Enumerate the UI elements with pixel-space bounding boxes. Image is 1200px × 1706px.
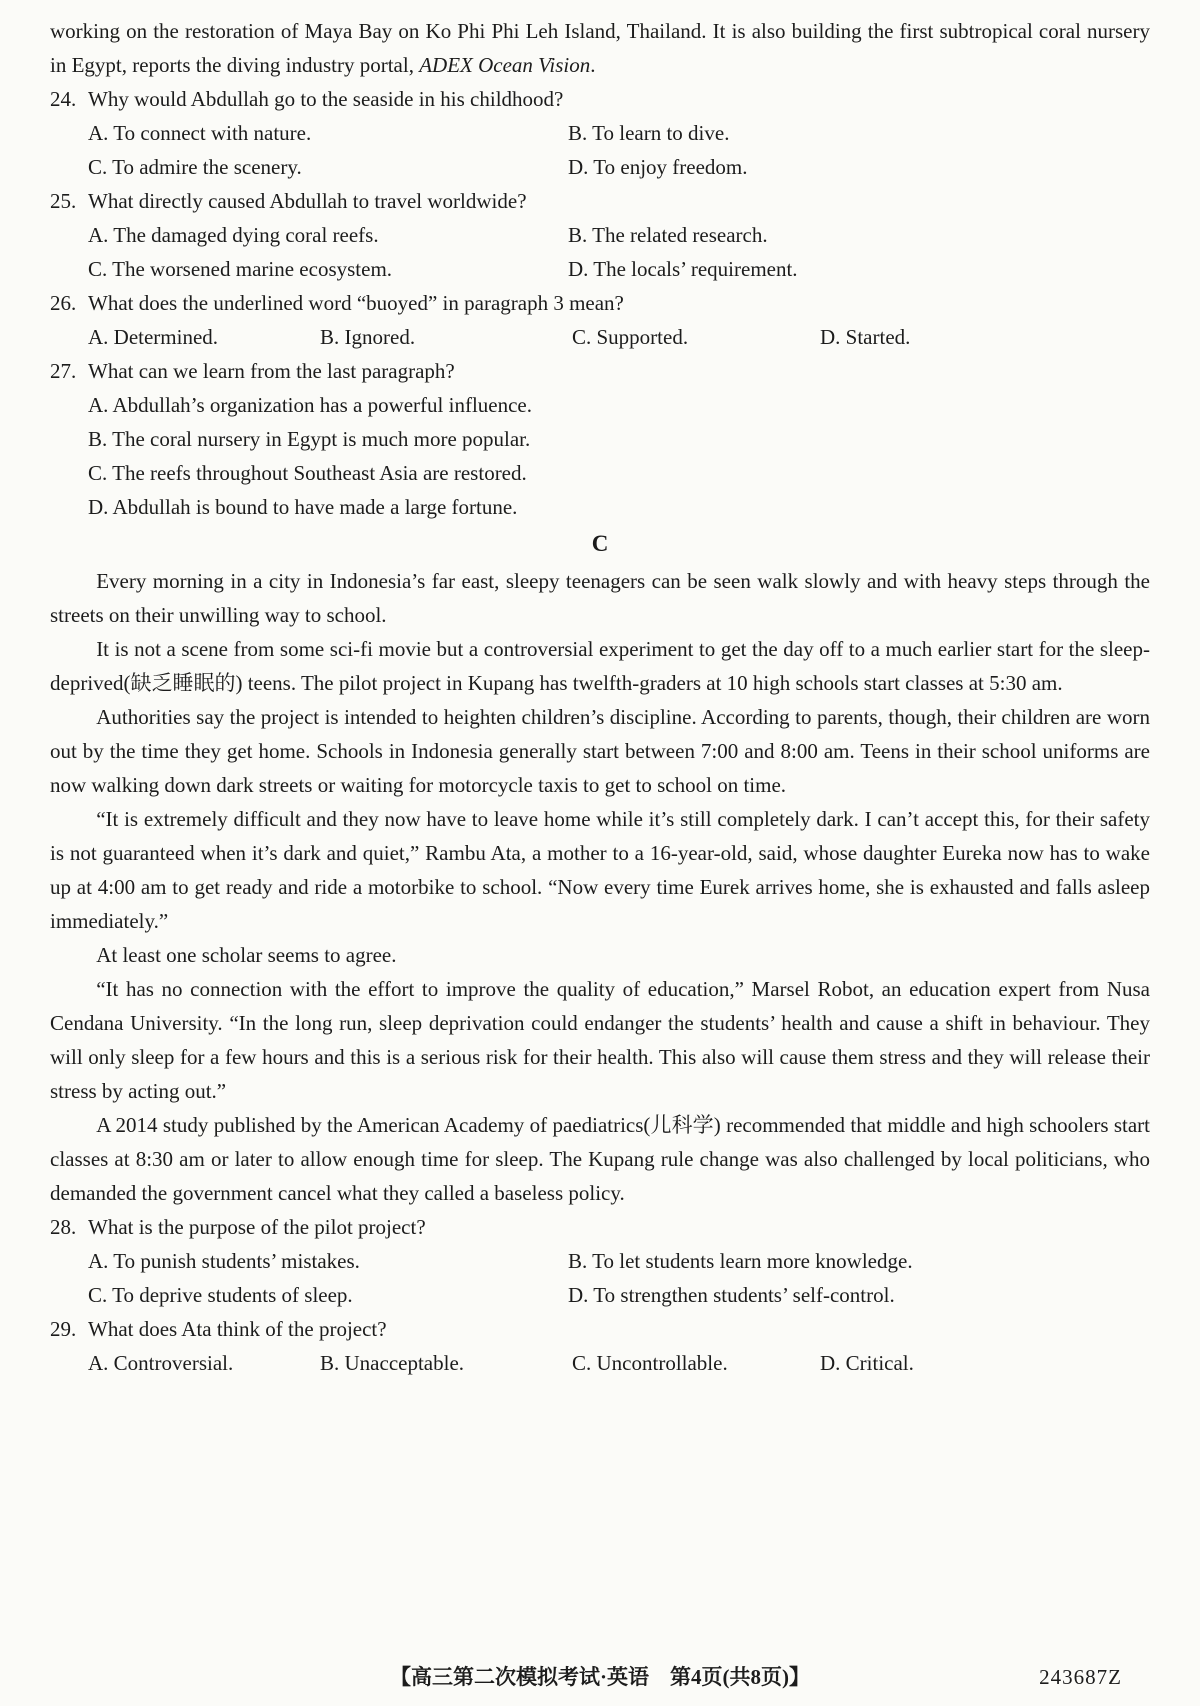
option-b: B. The related research. [568, 223, 768, 247]
option-c: C. The worsened marine ecosystem. [88, 257, 393, 281]
question-24 [50, 82, 1150, 184]
question-28-stem [50, 1210, 1150, 1244]
passage-paragraph-2: It is not a scene from some sci-fi movie but a controversial experiment to get the day off to a much earlier start for the sleep-deprived(缺乏睡眠的) teens. The pilot project in Kupang has twelfth-graders at 10 high schools start classes at 5:30 am. [50, 637, 1150, 695]
option-d: D. To enjoy freedom. [568, 155, 748, 179]
footer-paper-code: 243687Z [1039, 1665, 1122, 1689]
question-number: 28. [50, 1215, 77, 1239]
option-b: B. To let students learn more knowledge. [568, 1249, 913, 1273]
question-27-options [50, 388, 1150, 524]
question-text: What does the underlined word “buoyed” in paragraph 3 mean? [88, 291, 624, 315]
option-a: A. Abdullah’s organization has a powerful influence. [88, 393, 532, 417]
option-c: C. The reefs throughout Southeast Asia are restored. [88, 461, 527, 485]
option-a: A. Determined. [88, 325, 219, 349]
option-d: D. The locals’ requirement. [568, 257, 798, 281]
question-26 [50, 286, 1150, 354]
question-24-stem [50, 82, 1150, 116]
footer-exam-label: 【高三第二次模拟考试·英语 第4页(共8页)】 [390, 1665, 810, 1689]
question-25-stem [50, 184, 1150, 218]
intro-text: working on the restoration of Maya Bay on Ko Phi Phi Leh Island, Thailand. It is also building the first subtropical coral nursery in Egypt, reports the diving industry portal, [50, 19, 1150, 77]
question-text: Why would Abdullah go to the seaside in his childhood? [88, 87, 564, 111]
question-29-options [50, 1346, 1150, 1380]
option-c: C. To deprive students of sleep. [88, 1283, 353, 1307]
option-b: B. Ignored. [320, 325, 416, 349]
option-b: B. To learn to dive. [568, 121, 730, 145]
passage-paragraph-6: “It has no connection with the effort to improve the quality of education,” Marsel Robot, an education expert from Nusa Cendana University. “In the long run, sleep deprivation could endanger the students’ health and cause a shift in behaviour. They will only sleep for a few hours and this is a serious risk for their health. This also will cause them stress and they will release their stress by acting out.” [50, 977, 1150, 1103]
passage-paragraph-5: At least one scholar seems to agree. [96, 943, 397, 967]
option-a: A. To connect with nature. [88, 121, 312, 145]
question-25 [50, 184, 1150, 286]
page-footer [50, 1652, 1150, 1706]
option-c: C. Uncontrollable. [572, 1351, 728, 1375]
source-title-italic: ADEX Ocean Vision [419, 53, 591, 77]
question-text: What directly caused Abdullah to travel worldwide? [88, 189, 527, 213]
passage-paragraph-1: Every morning in a city in Indonesia’s far east, sleepy teenagers can be seen walk slowly and with heavy steps through the streets on their unwilling way to school. [50, 569, 1150, 627]
question-text: What does Ata think of the project? [88, 1317, 387, 1341]
passage-paragraph-7: A 2014 study published by the American Academy of paediatrics(儿科学) recommended that middle and high schoolers start classes at 8:30 am or later to allow enough time for sleep. The Kupang rule change was also challenged by local politicians, who demanded the government cancel what they called a baseless policy. [50, 1113, 1150, 1205]
question-29 [50, 1312, 1150, 1380]
option-c: C. To admire the scenery. [88, 155, 302, 179]
option-c: C. Supported. [572, 325, 689, 349]
question-27 [50, 354, 1150, 524]
question-29-stem [50, 1312, 1150, 1346]
question-number: 29. [50, 1317, 77, 1341]
question-number: 27. [50, 359, 77, 383]
question-27-stem [50, 354, 1150, 388]
intro-paragraph [50, 14, 1150, 82]
question-26-options [50, 320, 1150, 354]
question-number: 26. [50, 291, 77, 315]
option-a: A. To punish students’ mistakes. [88, 1249, 360, 1273]
option-a: A. The damaged dying coral reefs. [88, 223, 379, 247]
option-d: D. Critical. [820, 1351, 914, 1375]
option-d: D. Abdullah is bound to have made a large fortune. [88, 495, 518, 519]
question-text: What can we learn from the last paragraph? [88, 359, 455, 383]
option-d: D. Started. [820, 325, 911, 349]
section-c-heading: C [591, 531, 609, 556]
option-b: B. Unacceptable. [320, 1351, 465, 1375]
question-text: What is the purpose of the pilot project? [88, 1215, 426, 1239]
question-25-options [50, 218, 1150, 286]
option-d: D. To strengthen students’ self-control. [568, 1283, 895, 1307]
intro-tail: . [590, 53, 596, 77]
question-number: 25. [50, 189, 77, 213]
question-28-options [50, 1244, 1150, 1312]
passage-paragraph-3: Authorities say the project is intended to heighten children’s discipline. According to parents, though, their children are worn out by the time they get home. Schools in Indonesia generally start between 7:00 and 8:00 am. Teens in their school uniforms are now walking down dark streets or waiting for motorcycle taxis to get to school on time. [50, 705, 1150, 797]
option-a: A. Controversial. [88, 1351, 234, 1375]
question-28 [50, 1210, 1150, 1312]
question-24-options [50, 116, 1150, 184]
question-26-stem [50, 286, 1150, 320]
passage-paragraph-4: “It is extremely difficult and they now have to leave home while it’s still completely dark. I can’t accept this, for their safety is not guaranteed when it’s dark and quiet,” Rambu Ata, a mother to a 16-year-old, said, whose daughter Eureka now has to wake up at 4:00 am to get ready and ride a motorbike to school. “Now every time Eurek arrives home, she is exhausted and falls asleep immediately.” [50, 807, 1150, 933]
option-b: B. The coral nursery in Egypt is much more popular. [88, 427, 531, 451]
question-number: 24. [50, 87, 77, 111]
